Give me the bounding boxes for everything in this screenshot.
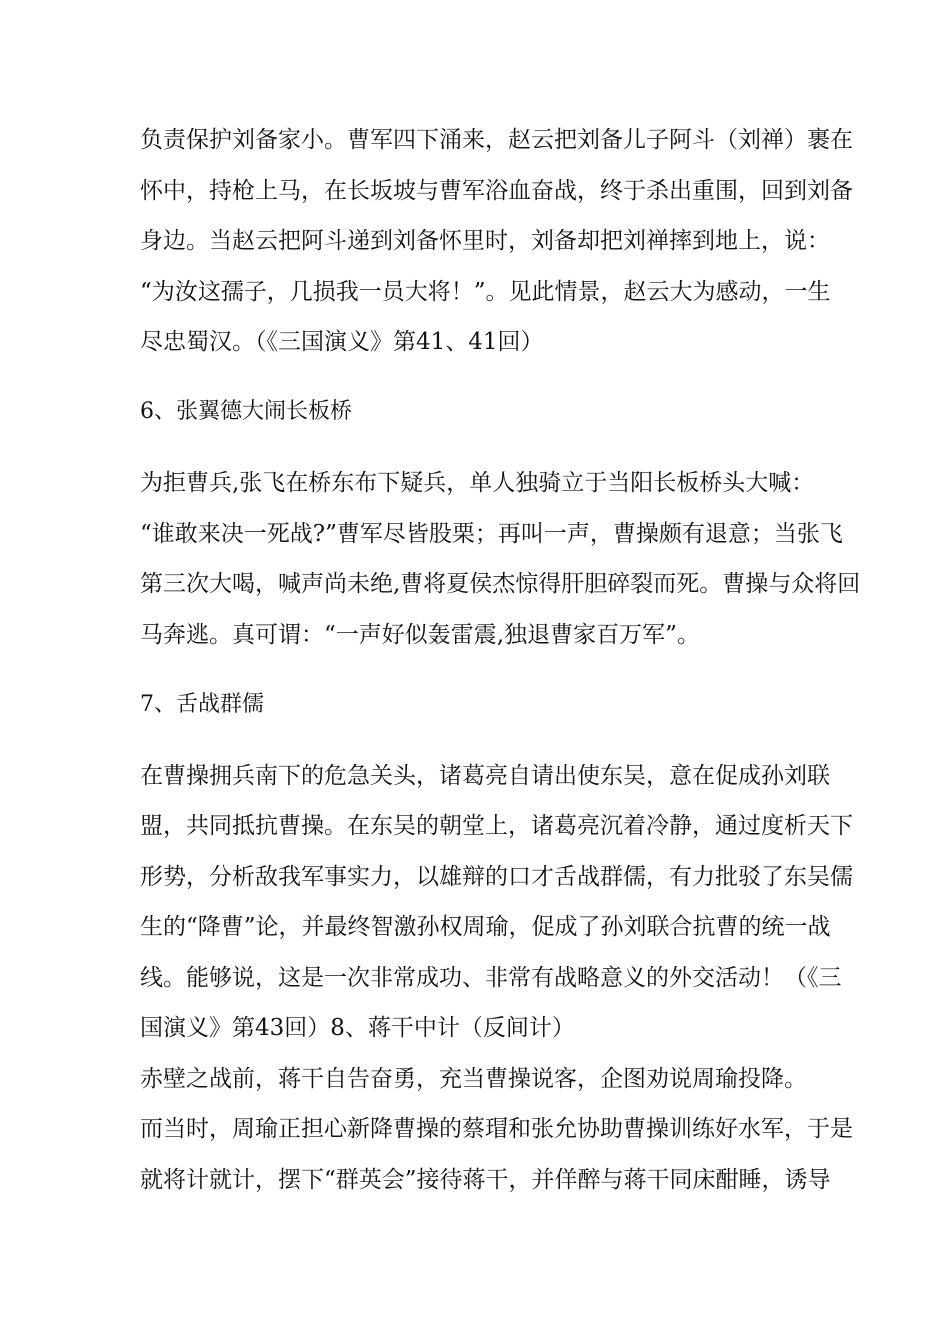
section-heading-7: 7、舌战群儒 xyxy=(140,692,264,717)
paragraph-line: 线。能够说，这是一次非常成功、非常有战略意义的外交活动！（《三 xyxy=(140,965,842,991)
paragraph-line: 为拒曹兵,张飞在桥东布下疑兵，单人独骑立于当阳长板桥头大喊： xyxy=(140,470,815,496)
section-heading-6: 6、张翼德大闹长板桥 xyxy=(140,399,352,424)
paragraph-line: 负责保护刘备家小。曹军四下涌来，赵云把刘备儿子阿斗（刘禅）裹在 xyxy=(140,127,853,153)
paragraph-line: 第三次大喝，喊声尚未绝,曹将夏侯杰惊得肝胆碎裂而死。曹操与众将回 xyxy=(140,571,861,597)
paragraph-line: 生的“降曹”论，并最终智激孙权周瑜，促成了孙刘联合抗曹的统一战 xyxy=(140,914,831,940)
paragraph-line: 怀中，持枪上马，在长坂坡与曹军浴血奋战，终于杀出重围，回到刘备 xyxy=(140,178,853,204)
paragraph-line: 在曹操拥兵南下的危急关头，诸葛亮自请出使东吴，意在促成孙刘联 xyxy=(140,763,830,789)
paragraph-line: 盟，共同抵抗曹操。在东吴的朝堂上，诸葛亮沉着冷静，通过度析天下 xyxy=(140,813,853,839)
paragraph-line: “为汝这孺子，几损我一员大将！”。见此情景，赵云大为感动，一生 xyxy=(140,279,831,305)
paragraph-line: 身边。当赵云把阿斗递到刘备怀里时，刘备却把刘禅摔到地上，说： xyxy=(140,228,830,254)
paragraph-line: 尽忠蜀汉。（《三国演义》第41、41回） xyxy=(140,329,544,355)
paragraph-line: 马奔逃。真可谓：“一声好似轰雷震,独退曹家百万军”。 xyxy=(140,622,700,648)
paragraph-line: 赤壁之战前，蒋干自告奋勇，充当曹操说客，企图劝说周瑜投降。 xyxy=(140,1066,807,1092)
paragraph-line: 国演义》第43回）8、蒋干中计（反间计） xyxy=(140,1015,575,1041)
paragraph-line: 形势，分析敌我军事实力，以雄辩的口才舌战群儒，有力批驳了东吴儒 xyxy=(140,864,853,890)
paragraph-line: “谁敢来决一死战?”曹军尽皆股栗；再叫一声，曹操颇有退意；当张飞 xyxy=(140,521,843,547)
paragraph-line: 就将计就计，摆下“群英会”接待蒋干，并佯醉与蒋干同床酣睡，诱导 xyxy=(140,1167,831,1193)
paragraph-line: 而当时，周瑜正担心新降曹操的蔡瑁和张允协助曹操训练好水军，于是 xyxy=(140,1116,853,1142)
